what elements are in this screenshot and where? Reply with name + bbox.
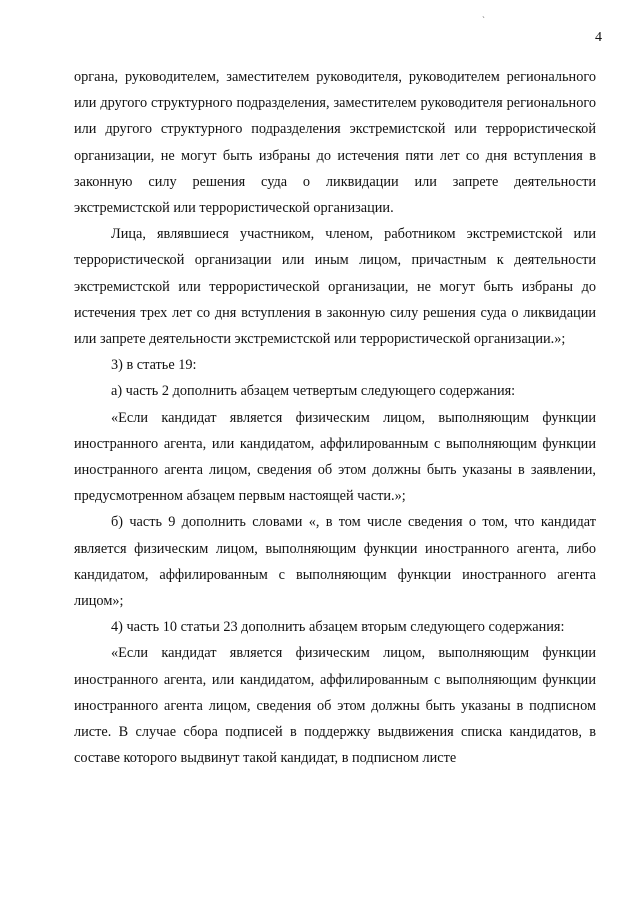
document-body: [74, 64, 596, 771]
corner-mark: ˎ: [482, 8, 485, 18]
paragraph-2: Лица, являвшиеся участником, членом, работником экстремистской или террористической организации или иным лицом, причастным к деятельности экстремистской или террористической организации, не могут быть избраны до истечения трех лет со дня вступления в законную силу решения суда о ликвидации или запрете деятельности экстремистской или террористической организации.»;: [74, 226, 596, 348]
paragraph-4: а) часть 2 дополнить абзацем четвертым следующего содержания:: [111, 383, 516, 400]
page-number: 4: [595, 30, 602, 45]
paragraph-3: 3) в статье 19:: [111, 357, 197, 374]
paragraph-1: органа, руководителем, заместителем руководителя, руководителем регионального или другого структурного подразделения, заместителем руководителя регионального или другого структурного подразделения экстремистской или террористической организации, не могут быть избраны до истечения пяти лет со дня вступления в законную силу решения суда о ликвидации или запрете деятельности экстремистской или террористической организации.: [74, 69, 596, 217]
paragraph-8: «Если кандидат является физическим лицом, выполняющим функции иностранного агента, или кандидатом, аффилированным с выполняющим функции иностранного агента лицом, сведения об этом должны быть указаны в подписном листе. В случае сбора подписей в поддержку выдвижения списка кандидатов, в составе которого выдвинут такой кандидат, в подписном листе: [74, 645, 596, 767]
paragraph-7: 4) часть 10 статьи 23 дополнить абзацем вторым следующего содержания:: [111, 619, 565, 636]
paragraph-5: «Если кандидат является физическим лицом, выполняющим функции иностранного агента, или кандидатом, аффилированным с выполняющим функции иностранного агента лицом, сведения об этом должны быть указаны в заявлении, предусмотренном абзацем первым настоящей части.»;: [74, 409, 596, 505]
paragraph-6: б) часть 9 дополнить словами «, в том числе сведения о том, что кандидат является физическим лицом, выполняющим функции иностранного агента, либо кандидатом, аффилированным с выполняющим функции иностранного агента лицом»;: [74, 514, 596, 610]
